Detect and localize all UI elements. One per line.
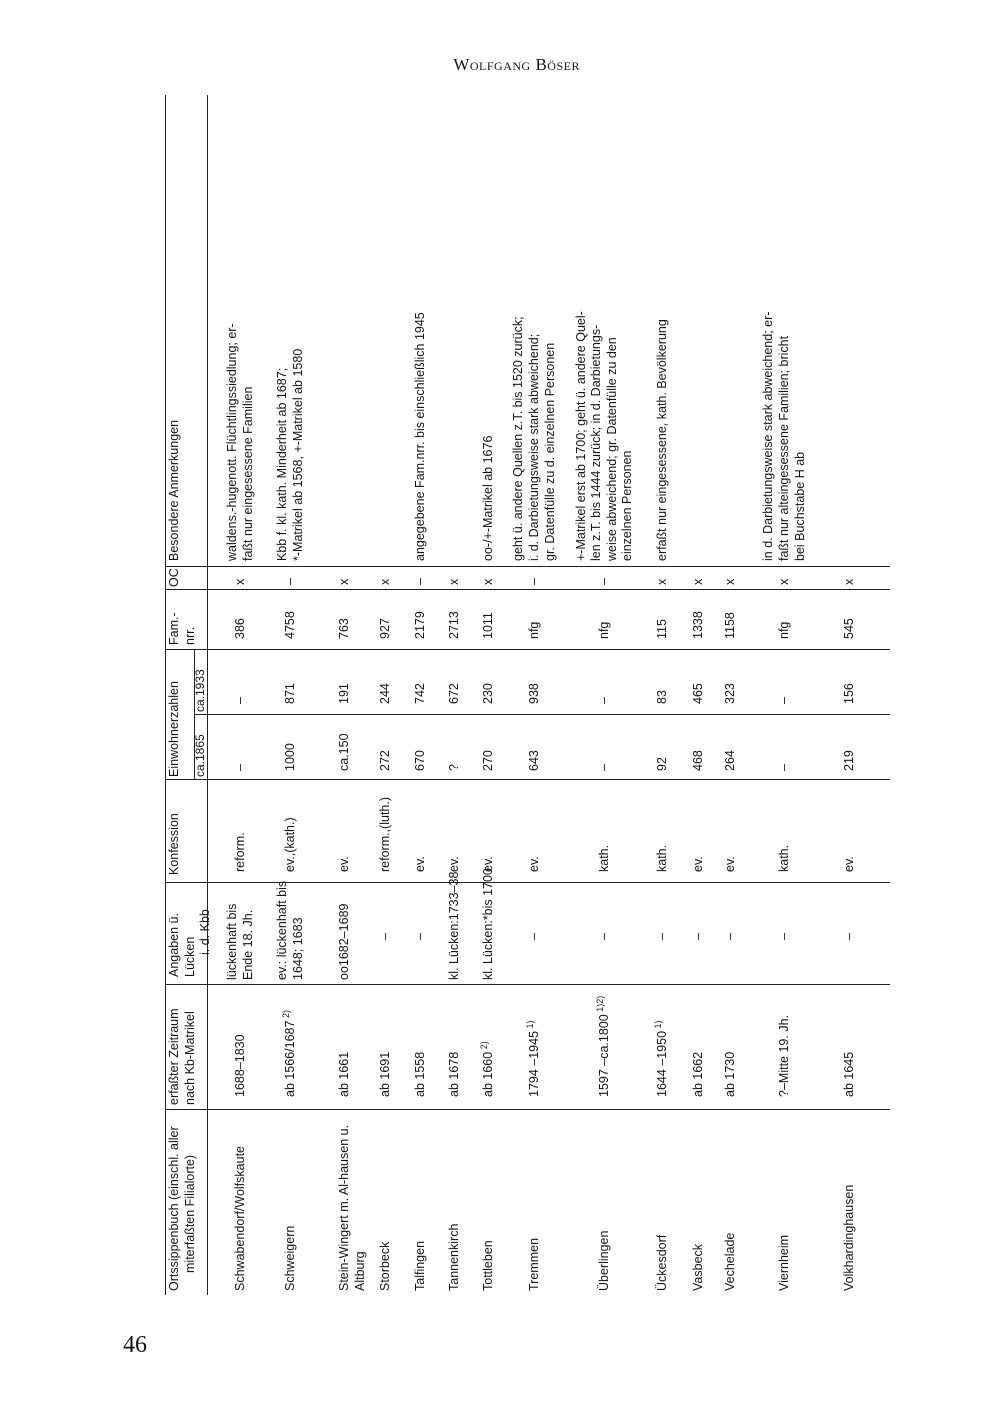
cell-pop-1933: 191	[337, 683, 351, 704]
cell-place: Schweigern	[283, 1225, 297, 1291]
cell-period: ab 1662	[691, 1051, 705, 1097]
cell-pop-1933: –	[233, 697, 247, 704]
cell-gaps: –	[777, 933, 791, 940]
cell-pop-1933: 742	[413, 683, 427, 704]
cell-pop-1865: 272	[378, 750, 392, 771]
cell-remarks: Kbb f. kl. kath. Minderheit ab 1687;	[275, 367, 290, 561]
cell-confession: ev.	[527, 856, 541, 872]
cell-oc: x	[723, 578, 737, 585]
cell-gaps: Ende 18. Jh.	[240, 909, 255, 980]
cell-pop-1933: 465	[691, 683, 705, 704]
cell-place: Viernheim	[777, 1234, 791, 1291]
cell-place: Tremmen	[527, 1237, 541, 1291]
cell-families: nfg	[597, 621, 611, 639]
cell-place: Tannenkirch	[447, 1223, 461, 1291]
cell-remarks: *-Matrikel ab 1568, +-Matrikel ab 1580	[290, 348, 305, 561]
cell-period: ab 1730	[723, 1051, 737, 1097]
cell-families: 1158	[723, 612, 737, 639]
cell-oc: x	[842, 578, 856, 585]
cell-place: Talfingen	[413, 1240, 427, 1291]
cell-families: nfg	[777, 621, 791, 639]
cell-oc: x	[233, 578, 247, 585]
column-divider	[165, 1109, 890, 1110]
cell-period: 1688–1830	[233, 1034, 247, 1097]
cell-gaps: ev.: lückenhaft bis	[275, 880, 290, 980]
cell-remarks: geht ü. andere Quellen z.T. bis 1520 zurück;	[511, 316, 526, 561]
cell-pop-1933: 230	[481, 683, 495, 704]
cell-oc: x	[481, 578, 495, 585]
footnote-marker: 2)	[280, 1010, 291, 1021]
header-population: Einwohnerzahlen	[167, 681, 181, 777]
cell-period: 1597 –ca.1800 $^{1)2)}$	[594, 995, 611, 1097]
cell-place: Vechelade	[723, 1232, 737, 1291]
cell-gaps: –	[378, 933, 392, 940]
cell-remarks: i. d. Darbietungsweise stark abweichend;	[527, 333, 541, 561]
cell-families: 1011	[481, 612, 495, 639]
cell-pop-1933: –	[597, 697, 611, 704]
cell-confession: reform.,(luth.)	[378, 796, 392, 872]
cell-pop-1865: ca.150	[337, 733, 351, 771]
cell-pop-1933: 938	[527, 683, 541, 704]
cell-families: 2713	[447, 611, 461, 639]
cell-oc: x	[777, 578, 791, 585]
cell-confession: ev.,(kath.)	[283, 817, 297, 872]
cell-pop-1865: 643	[527, 750, 541, 771]
cell-confession: kath.	[597, 844, 611, 872]
cell-period: 1644 –1950 $^{1)}$	[652, 1020, 669, 1097]
cell-confession: ev.	[842, 856, 856, 872]
cell-place: Überlingen	[597, 1230, 611, 1291]
cell-pop-1865: 468	[691, 750, 705, 771]
cell-confession: ev.	[337, 856, 351, 872]
cell-place: Tottleben	[481, 1240, 495, 1291]
cell-families: 115	[655, 619, 669, 639]
cell-families: 545	[842, 618, 856, 639]
page-number: 46	[123, 1332, 147, 1358]
column-divider	[165, 566, 890, 567]
header-place: Ortssippenbuch (einschl. aller miterfaßten Filialorte)	[167, 1126, 197, 1291]
table-top-rule	[165, 95, 166, 1295]
cell-period: ab 1566/1687 $^{2)}$	[280, 1010, 297, 1097]
cell-gaps: kl. Lücken:*bis 1700	[481, 868, 495, 980]
cell-oc: –	[413, 578, 427, 585]
header-remarks: Besondere Anmerkungen	[167, 419, 181, 561]
cell-place: Ückesdorf	[655, 1234, 669, 1291]
cell-oc: x	[337, 578, 351, 585]
cell-pop-1933: 672	[447, 683, 461, 704]
cell-remarks: gr. Datenfülle zu d. einzelnen Personen	[542, 342, 557, 561]
cell-oc: x	[447, 578, 461, 585]
rotated-data-table	[165, 95, 890, 1295]
running-head: Wolfgang Böser	[453, 55, 580, 74]
header-oc: OC	[167, 568, 181, 587]
cell-pop-1865: 92	[655, 757, 669, 771]
cell-remarks: faßt nur eingesessene Familien	[240, 386, 255, 561]
cell-confession: ev.	[413, 856, 427, 872]
cell-pop-1865: –	[597, 764, 611, 771]
header-pop-1933: ca.1933	[193, 669, 207, 712]
cell-place: Schwabendorf/Wolfskaute	[233, 1146, 247, 1291]
cell-families: 763	[337, 618, 351, 639]
footnote-marker: 1)	[524, 1020, 535, 1031]
cell-confession: kath.	[655, 844, 669, 872]
cell-period: 1794 –1945 $^{1)}$	[524, 1020, 541, 1097]
cell-gaps: –	[597, 933, 611, 940]
header-confession: Konfession	[167, 813, 181, 875]
cell-period: ab 1660 $^{2)}$	[478, 1041, 495, 1097]
cell-remarks: angegebene Fam.nrr. bis einschließlich 1945	[413, 312, 427, 561]
cell-pop-1865: –	[777, 764, 791, 771]
header-families: Fam.- nrr.	[167, 612, 197, 645]
cell-period: ab 1645	[842, 1051, 856, 1097]
header-period: erfaßter Zeitraum nach Kb-Matrikel	[167, 1008, 197, 1105]
cell-pop-1933: 871	[283, 683, 297, 704]
cell-gaps: –	[655, 933, 669, 940]
cell-confession: ev.	[723, 856, 737, 872]
cell-oc: –	[283, 578, 297, 585]
cell-pop-1865: ?	[447, 764, 461, 771]
header-pop-1865: ca.1865	[193, 734, 207, 777]
cell-gaps: –	[691, 933, 705, 940]
cell-pop-1865: 1000	[283, 743, 297, 771]
cell-pop-1865: 219	[842, 750, 856, 771]
cell-remarks: bei Buchstabe H ab	[792, 451, 807, 561]
cell-remarks: waldens.-hugenott. Flüchtlingssiedlung; er-	[225, 323, 240, 561]
cell-confession: reform.	[233, 832, 247, 872]
cell-remarks: weise abweichend; gr. Datenfülle zu den	[604, 337, 619, 561]
cell-families: 2179	[413, 611, 427, 639]
cell-period: ab 1661	[337, 1051, 351, 1097]
cell-remarks: len z.T. bis 1444 zurück; in d. Darbietungs-	[589, 324, 604, 561]
cell-gaps: –	[723, 933, 737, 940]
cell-oc: –	[597, 578, 611, 585]
cell-remarks: erfaßt nur eingesessene, kath. Bevölkerung	[655, 319, 669, 561]
cell-oc: x	[378, 578, 392, 585]
cell-families: 4758	[283, 611, 297, 639]
cell-oc: x	[691, 578, 705, 585]
cell-pop-1865: 270	[481, 750, 495, 771]
cell-remarks: +-Matrikel erst ab 1700; geht ü. andere Quel-	[573, 311, 588, 561]
cell-oc: –	[527, 578, 541, 585]
cell-place: Stein-Wingert m. Al-hausen u. Altburg	[337, 1124, 367, 1291]
cell-confession: kath.	[777, 844, 791, 872]
cell-pop-1933: 244	[378, 683, 392, 704]
cell-gaps: lückenhaft bis	[225, 903, 240, 980]
cell-remarks: in d. Darbietungsweise stark abweichend; er-	[761, 311, 776, 561]
cell-period: ?–Mitte 19. Jh.	[777, 1015, 791, 1097]
cell-place: Volkhardinghausen	[842, 1184, 856, 1291]
cell-pop-1933: 323	[723, 683, 737, 704]
cell-pop-1865: –	[233, 764, 247, 771]
cell-families: 927	[378, 618, 392, 639]
footnote-marker: 1)2)	[594, 995, 605, 1015]
cell-confession: ev.	[691, 856, 705, 872]
cell-period: ab 1558	[413, 1051, 427, 1097]
cell-families: nfg	[527, 621, 541, 639]
cell-confession: ev.	[447, 856, 461, 872]
cell-pop-1933: 156	[842, 683, 856, 704]
footnote-marker: 2)	[478, 1041, 489, 1052]
cell-gaps: –	[842, 933, 856, 940]
cell-pop-1933: –	[777, 697, 791, 704]
footnote-marker: 1)	[652, 1020, 663, 1031]
cell-place: Storbeck	[378, 1241, 392, 1291]
cell-gaps: –	[527, 933, 541, 940]
cell-remarks: einzelnen Personen	[620, 450, 635, 561]
cell-period: ab 1678	[447, 1051, 461, 1097]
cell-gaps: oo1682–1689	[337, 903, 351, 980]
cell-period: ab 1691	[378, 1051, 392, 1097]
cell-remarks: oo-/+-Matrikel ab 1676	[481, 435, 495, 561]
cell-gaps: –	[413, 933, 427, 940]
cell-oc: x	[655, 578, 669, 585]
cell-confession: ev.	[481, 856, 495, 872]
cell-families: 1338	[691, 611, 705, 639]
cell-pop-1865: 670	[413, 750, 427, 771]
cell-gaps: kl. Lücken:1733–38	[447, 871, 461, 980]
cell-place: Vasbeck	[691, 1243, 705, 1291]
cell-gaps: 1648; 1683	[290, 917, 305, 980]
cell-remarks: faßt nur alteingesessene Familien; bricht	[777, 335, 791, 561]
cell-families: 386	[233, 618, 247, 639]
header-gaps: Angaben ü. Lücken i. d. Kbb	[167, 909, 213, 977]
cell-pop-1865: 264	[723, 750, 737, 771]
cell-pop-1933: 83	[655, 690, 669, 704]
